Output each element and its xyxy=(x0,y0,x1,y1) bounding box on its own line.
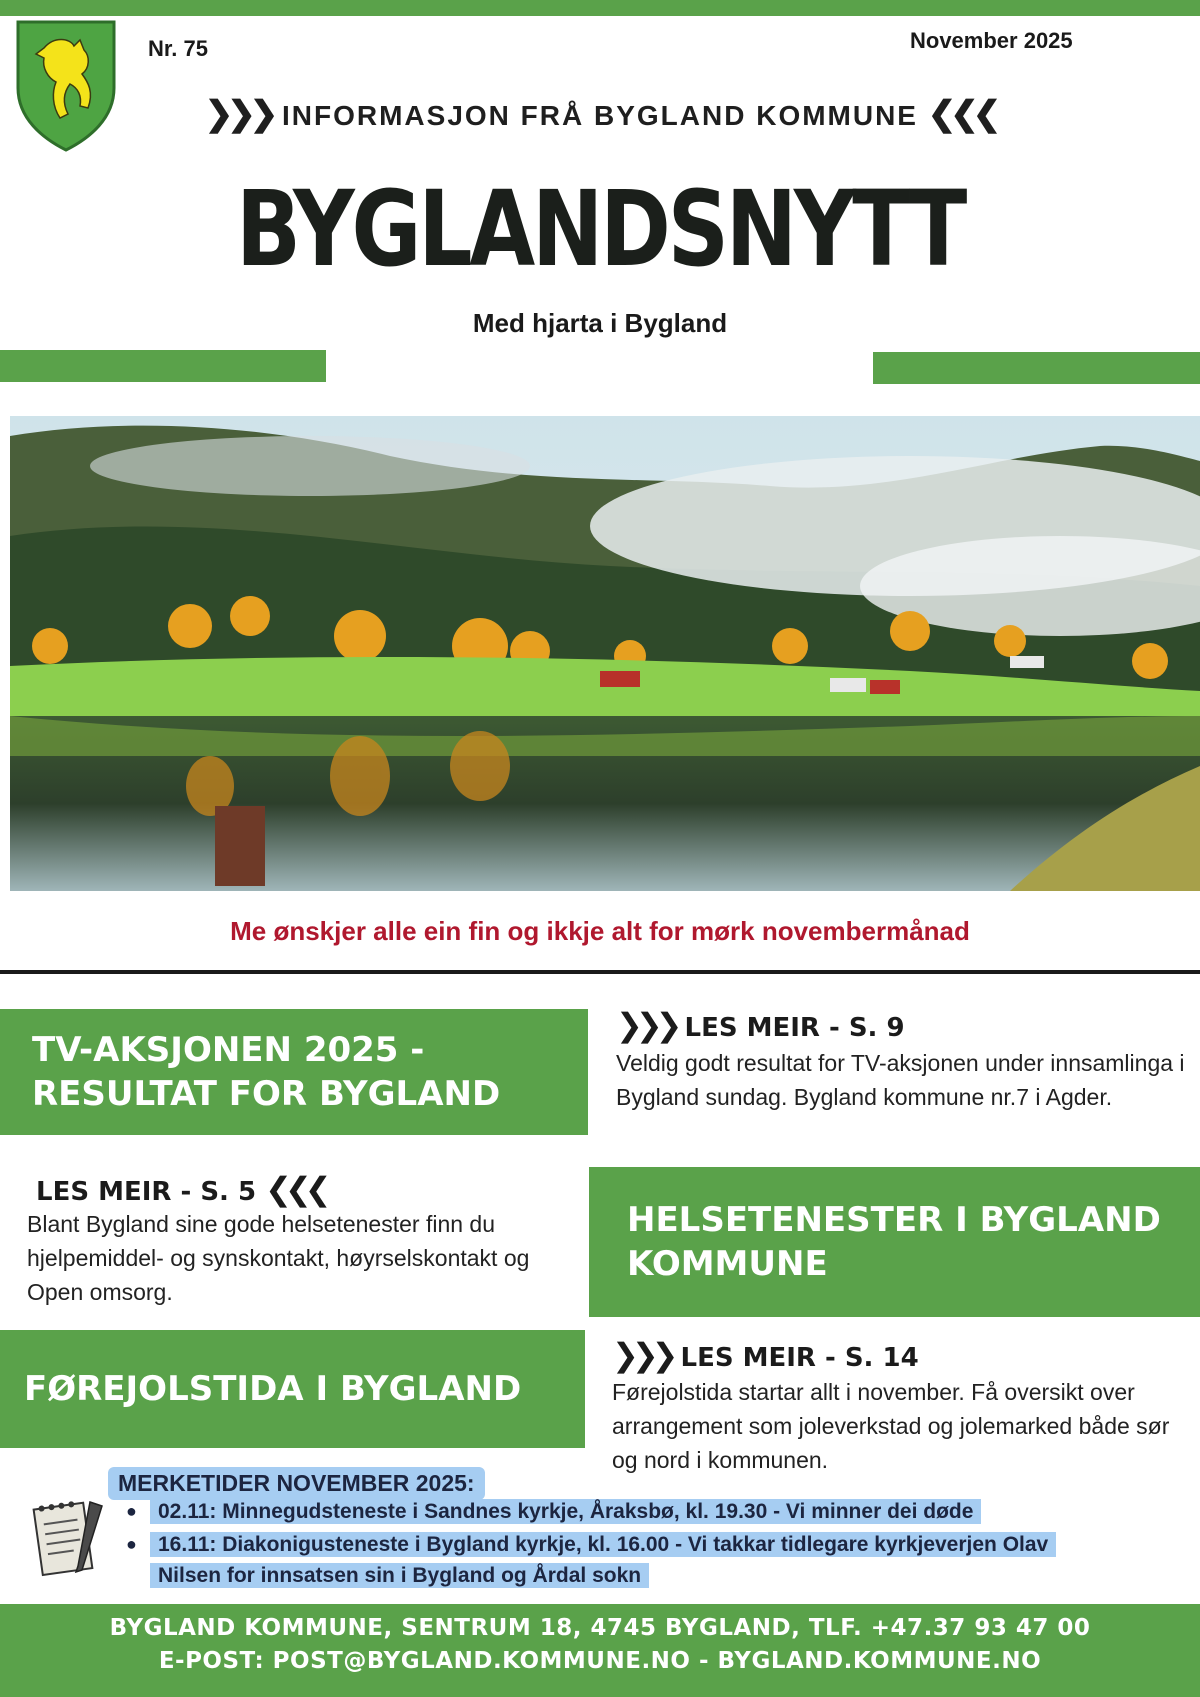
church-dates-list xyxy=(126,1496,1200,1593)
footer-contact[interactable]: E-POST: POST@BYGLAND.KOMMUNE.NO - BYGLAND.KOMMUNE.NO xyxy=(158,1648,1042,1674)
list-item-text-continued: Nilsen for innsatsen sin i Bygland og Årdal sokn xyxy=(150,1563,649,1588)
divider-bar-right xyxy=(873,352,1200,384)
article-heading-tv-aksjonen: TV-AKSJONEN 2025 - RESULTAT FOR BYGLAND xyxy=(0,1009,588,1135)
issue-date: November 2025 xyxy=(910,28,1073,53)
list-item xyxy=(126,1529,1200,1591)
read-more-link[interactable] xyxy=(36,1170,325,1208)
article-heading-helsetenester: HELSETENESTER I BYGLAND KOMMUNE xyxy=(589,1167,1200,1317)
chevrons-left-icon: ❮❮❮ xyxy=(265,1170,325,1208)
bullet-icon: ● xyxy=(126,1501,137,1521)
list-item-text: 16.11: Diakonigusteneste i Bygland kyrkje, kl. 16.00 - Vi takkar tidlegare kyrkjeverjen Olav xyxy=(150,1532,1056,1557)
read-more-link[interactable] xyxy=(616,1006,905,1044)
tagline: Med hjarta i Bygland xyxy=(472,308,728,338)
masthead-title: BYGLANDSNYTT xyxy=(235,168,965,290)
list-item-text: 02.11: Minnegudsteneste i Sandnes kyrkje, Åraksbø, kl. 19.30 - Vi minner dei døde xyxy=(150,1499,981,1524)
read-more-label: LES MEIR - S. 5 xyxy=(36,1177,257,1207)
article-body: Blant Bygland sine gode helsetenester finn du hjelpemiddel- og synskontakt, høyrselskontakt og Open omsorg. xyxy=(27,1211,530,1305)
read-more-label: LES MEIR - S. 14 xyxy=(680,1343,919,1373)
issue-number: Nr. 75 xyxy=(148,36,208,61)
hero-landscape-image xyxy=(10,416,1200,891)
article-heading-forejolstida: FØREJOLSTIDA I BYGLAND xyxy=(0,1330,585,1448)
bullet-icon: ● xyxy=(126,1534,137,1554)
read-more-label: LES MEIR - S. 9 xyxy=(684,1013,905,1043)
kicker xyxy=(0,94,1200,134)
chevrons-right-icon: ❯❯❯ xyxy=(612,1336,672,1374)
notepad-icon xyxy=(32,1492,112,1582)
article-body: Veldig godt resultat for TV-aksjonen under innsamlinga i Bygland sundag. Bygland kommune nr.7 i Agder. xyxy=(616,1050,1185,1110)
footer-address: BYGLAND KOMMUNE, SENTRUM 18, 4745 BYGLAND, TLF. +47.37 93 47 00 xyxy=(109,1615,1091,1641)
section-rule xyxy=(0,970,1200,974)
chevrons-right-icon: ❯❯❯ xyxy=(616,1006,676,1044)
read-more-link[interactable] xyxy=(612,1336,919,1374)
article-body: Førejolstida startar allt i november. Få oversikt over arrangement som joleverkstad og jolemarked både sør og nord i kommunen. xyxy=(612,1379,1170,1473)
church-dates-heading: MERKETIDER NOVEMBER 2025: xyxy=(108,1467,485,1500)
kicker-text: INFORMASJON FRÅ BYGLAND KOMMUNE xyxy=(282,100,918,131)
chevrons-right-icon: ❯❯❯ xyxy=(204,95,273,133)
chevrons-left-icon: ❮❮❮ xyxy=(927,95,996,133)
list-item xyxy=(126,1496,1200,1527)
top-green-bar xyxy=(0,0,1200,16)
divider-bar-left xyxy=(0,350,326,382)
hero-caption: Me ønskjer alle ein fin og ikkje alt for mørk novembermånad xyxy=(230,916,970,946)
